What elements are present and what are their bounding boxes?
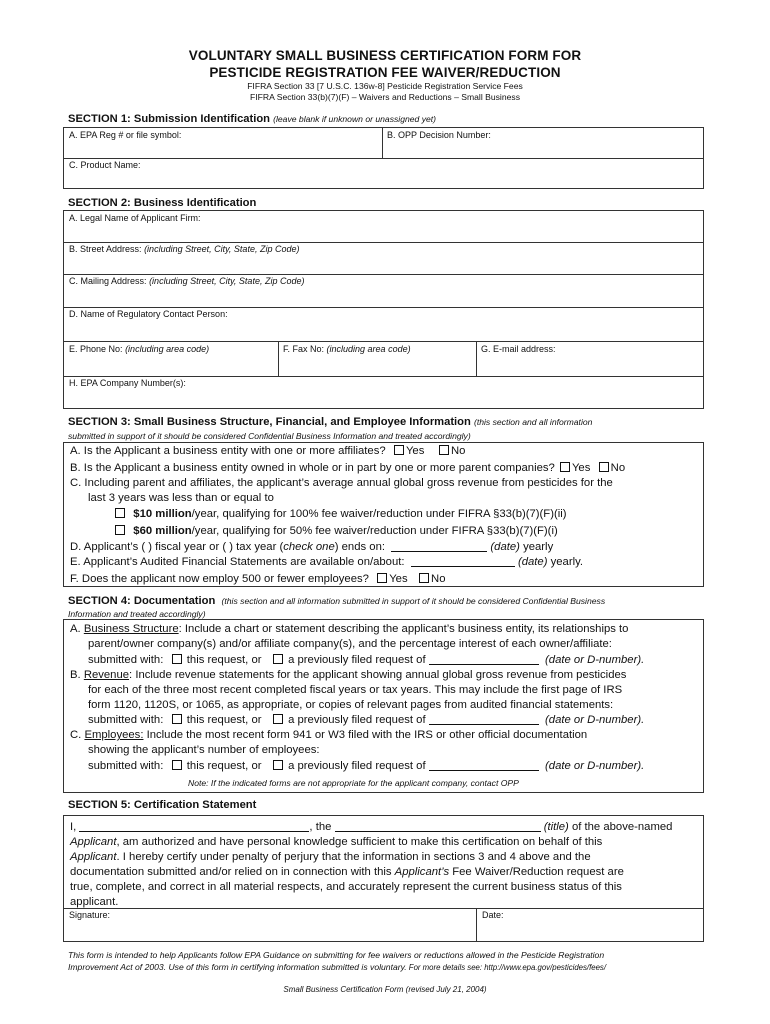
- year-end-date-field[interactable]: [391, 540, 487, 552]
- street-hint: (including Street, City, State, Zip Code): [144, 244, 300, 254]
- submitted-with-label: submitted with:: [88, 760, 164, 772]
- doc-b-line3: form 1120, 1120S, or 1065, as appropriate, or copies of relevant pages from audited financial statements:: [88, 699, 614, 711]
- epa-company-number-field[interactable]: H. EPA Company Number(s):: [69, 378, 186, 388]
- doc-c-label: Employees:: [84, 729, 144, 741]
- doc-b-line1: B. Revenue: Include revenue statements for the applicant showing annual global gross revenue from pesticides: [70, 669, 627, 681]
- doc-c-previous-field[interactable]: [429, 759, 539, 771]
- cert-title-label: (title): [543, 821, 569, 833]
- question-c-line2: last 3 years was less than or equal to: [88, 492, 274, 504]
- doc-c-line1: C. Employees: Include the most recent form 941 or W3 filed with the IRS or other official documentation: [70, 729, 588, 741]
- cert-line6: applicant.: [70, 896, 119, 908]
- divider: [64, 242, 703, 243]
- product-name-field[interactable]: C. Product Name:: [69, 160, 141, 170]
- form-subtitle-line1: FIFRA Section 33 [7 U.S.C. 136w-8] Pesticide Registration Service Fees: [247, 81, 523, 91]
- doc-a-this-request-checkbox[interactable]: [172, 654, 182, 664]
- street-label: B. Street Address:: [69, 244, 142, 254]
- doc-c-text: Include the most recent form 941 or W3 filed with the IRS or other official documentation: [143, 729, 588, 741]
- contact-person-field[interactable]: D. Name of Regulatory Contact Person:: [69, 309, 228, 319]
- cert-line4: [70, 865, 624, 879]
- divider: [64, 307, 703, 308]
- cert-applicant: Applicant: [70, 836, 117, 848]
- email-field[interactable]: G. E-mail address:: [481, 344, 556, 354]
- qa-yes-label: Yes: [405, 445, 425, 457]
- date-or-d-label: (date or D-number).: [545, 714, 645, 726]
- phone-label: E. Phone No:: [69, 344, 123, 354]
- form-subtitle-line2: FIFRA Section 33(b)(7)(F) – Waivers and Reductions – Small Business: [249, 92, 520, 102]
- doc-b-text: : Include revenue statements for the applicant showing annual global gross revenue from pesticides: [129, 669, 627, 681]
- question-b-text: B. Is the Applicant a business entity owned in whole or in part by one or more parent companies?: [70, 462, 555, 474]
- divider: [64, 158, 703, 159]
- option-10-million-checkbox[interactable]: [115, 508, 125, 518]
- doc-c-submitted: [88, 759, 644, 773]
- section5-title: SECTION 5: Certification Statement: [68, 799, 257, 811]
- signature-field[interactable]: Signature:: [69, 910, 111, 920]
- footer-line1: This form is intended to help Applicants follow EPA Guidance on submitting for fee waivers or reductions allowed in the Pesticide Registration: [68, 950, 605, 960]
- doc-b-this-request-checkbox[interactable]: [172, 714, 182, 724]
- cert-line2-text: , am authorized and have personal knowledge sufficient to make this certification on behalf of this: [116, 836, 603, 848]
- certifier-title-field[interactable]: [335, 820, 541, 832]
- doc-a-previous-field[interactable]: [429, 653, 539, 665]
- doc-c-this-request-checkbox[interactable]: [172, 760, 182, 770]
- option-10-million-text: /year, qualifying for 100% fee waiver/reduction under FIFRA §33(b)(7)(F)(ii): [191, 508, 567, 520]
- qb-yes-checkbox[interactable]: [560, 462, 570, 472]
- cert-line3-text: . I hereby certify under penalty of perjury that the information in sections 3 and 4 above and the: [116, 851, 591, 863]
- divider: [382, 128, 383, 158]
- option-10-million-amount: $10 million: [133, 508, 192, 520]
- cert-applicants: Applicant’s: [394, 866, 450, 878]
- question-b: [70, 461, 625, 475]
- date-field[interactable]: Date:: [482, 910, 504, 920]
- section1-box: [63, 127, 704, 189]
- option-10-million: [113, 507, 567, 521]
- revision-note: Small Business Certification Form (revised July 21, 2004): [283, 985, 487, 994]
- qf-no-label: No: [431, 573, 446, 585]
- audited-statements-date-field[interactable]: [411, 555, 515, 567]
- section1-note: (leave blank if unknown or unassigned yet): [273, 114, 437, 124]
- this-request-label: this request, or: [186, 654, 262, 666]
- question-d-mid: ) ends on:: [334, 541, 385, 553]
- qa-yes-checkbox[interactable]: [394, 445, 404, 455]
- divider: [476, 341, 477, 376]
- question-d-date: (date): [490, 541, 520, 553]
- cert-the: , the: [309, 821, 332, 833]
- question-f: [70, 572, 446, 586]
- section2-box: [63, 210, 704, 409]
- qf-yes-checkbox[interactable]: [377, 573, 387, 583]
- qb-no-checkbox[interactable]: [599, 462, 609, 472]
- cert-line5: true, complete, and correct in all material respects, and accurately represent the current business status of this: [70, 881, 622, 893]
- doc-a-label: Business Structure: [83, 623, 179, 635]
- fax-hint: (including area code): [326, 344, 411, 354]
- section1-heading: [68, 113, 436, 125]
- doc-b-previous-checkbox[interactable]: [273, 714, 283, 724]
- submitted-with-label: submitted with:: [88, 654, 164, 666]
- question-d-end: yearly: [523, 541, 554, 553]
- previously-label: a previously filed request of: [288, 654, 426, 666]
- opp-decision-field[interactable]: B. OPP Decision Number:: [387, 130, 491, 140]
- doc-a-text: : Include a chart or statement describing the applicant’s business entity, its relationships to: [178, 623, 629, 635]
- divider: [64, 341, 703, 342]
- doc-b-previous-field[interactable]: [429, 713, 539, 725]
- doc-c-line2: showing the applicant’s number of employees:: [88, 744, 320, 756]
- section3-heading: [68, 416, 592, 428]
- question-c-line1: C. Including parent and affiliates, the applicant’s average annual global gross revenue from pesticides for the: [70, 477, 613, 489]
- question-e-text: E. Applicant’s Audited Financial Statements are available on/about:: [70, 556, 405, 568]
- doc-a-line1: A. Business Structure: Include a chart or statement describing the applicant’s business entity, its relationships to: [70, 623, 629, 635]
- question-a-text: A. Is the Applicant a business entity with one or more affiliates?: [70, 445, 386, 457]
- fax-label: F. Fax No:: [283, 344, 325, 354]
- footer-link[interactable]: For more details see: http://www.epa.gov/pesticides/fees/: [406, 963, 606, 972]
- option-60-million-amount: $60 million: [133, 525, 192, 537]
- doc-a-submitted: [88, 653, 644, 667]
- section4-footnote: Note: If the indicated forms are not appropriate for the applicant company, contact OPP: [188, 778, 519, 788]
- form-title-line2: PESTICIDE REGISTRATION FEE WAIVER/REDUCTION: [209, 65, 561, 80]
- mailing-address-field[interactable]: [69, 276, 304, 286]
- cert-line1: [70, 820, 672, 834]
- epa-reg-field[interactable]: A. EPA Reg # or file symbol:: [69, 130, 182, 140]
- divider: [476, 908, 477, 941]
- option-60-million-text: /year, qualifying for 50% fee waiver/reduction under FIFRA §33(b)(7)(F)(i): [191, 525, 558, 537]
- this-request-label: this request, or: [186, 760, 262, 772]
- form-title-line1: VOLUNTARY SMALL BUSINESS CERTIFICATION FORM FOR: [188, 48, 582, 63]
- doc-b-label: Revenue: [83, 669, 130, 681]
- option-60-million-checkbox[interactable]: [115, 525, 125, 535]
- doc-a-previous-checkbox[interactable]: [273, 654, 283, 664]
- date-or-d-label: (date or D-number).: [545, 760, 645, 772]
- previously-label: a previously filed request of: [288, 714, 426, 726]
- mailing-label: C. Mailing Address:: [69, 276, 147, 286]
- footer-line2: [68, 962, 606, 972]
- section4-heading: [68, 595, 605, 607]
- question-e: [70, 555, 583, 569]
- question-e-end: yearly.: [550, 556, 584, 568]
- option-60-million: [113, 524, 558, 538]
- question-d-prefix: D. Applicant’s ( ) fiscal year or ( ) tax year (: [70, 541, 284, 553]
- doc-a-line2: parent/owner company(s) and/or affiliate company(s), and the percentage interest of each owner/affiliate:: [88, 638, 612, 650]
- question-d: [70, 540, 553, 554]
- divider: [64, 274, 703, 275]
- street-address-field[interactable]: [69, 244, 299, 254]
- previously-label: a previously filed request of: [288, 760, 426, 772]
- fax-field[interactable]: [283, 344, 411, 354]
- this-request-label: this request, or: [186, 714, 262, 726]
- cert-i: I,: [70, 821, 77, 833]
- phone-field[interactable]: [69, 344, 209, 354]
- divider: [278, 341, 279, 376]
- footer-line2a: Improvement Act of 2003. Use of this form in certifying information submitted is voluntary.: [68, 962, 407, 972]
- doc-b-line2: for each of the three most recent completed fiscal years or tax years. This may include the first page of IRS: [88, 684, 623, 696]
- divider: [64, 376, 703, 377]
- question-f-text: F. Does the applicant now employ 500 or fewer employees?: [70, 573, 369, 585]
- qb-yes-label: Yes: [571, 462, 591, 474]
- phone-hint: (including area code): [125, 344, 210, 354]
- cert-line2: [70, 835, 602, 849]
- section4-note-line2: Information and treated accordingly): [68, 609, 206, 619]
- section4-title: SECTION 4: Documentation: [68, 595, 216, 607]
- cert-line3: [70, 850, 591, 864]
- cert-line4-b: Fee Waiver/Reduction request are: [449, 866, 624, 878]
- qf-no-checkbox[interactable]: [419, 573, 429, 583]
- section4-note: (this section and all information submitted in support of it should be considered Confidential Business: [221, 596, 606, 606]
- qa-no-checkbox[interactable]: [439, 445, 449, 455]
- question-e-date: (date): [517, 556, 548, 568]
- qa-no-label: No: [450, 445, 466, 457]
- cert-end: of the above-named: [571, 821, 673, 833]
- section3-title: SECTION 3: Small Business Structure, Financial, and Employee Information: [68, 416, 471, 428]
- qf-yes-label: Yes: [389, 573, 408, 585]
- qb-no-label: No: [610, 462, 626, 474]
- doc-b-submitted: [88, 713, 644, 727]
- doc-c-previous-checkbox[interactable]: [273, 760, 283, 770]
- section1-title: SECTION 1: Submission Identification: [68, 113, 271, 125]
- section3-note-line2: submitted in support of it should be considered Confidential Business Information and treated accordingly): [68, 431, 471, 441]
- cert-line4-a: documentation submitted and/or relied on in connection with this: [70, 866, 395, 878]
- certifier-name-field[interactable]: [79, 820, 309, 832]
- divider: [64, 908, 703, 909]
- cert-applicant: Applicant: [70, 851, 117, 863]
- date-or-d-label: (date or D-number).: [545, 654, 645, 666]
- question-d-check: check one: [283, 541, 335, 553]
- section2-title: SECTION 2: Business Identification: [68, 197, 257, 209]
- question-a: [70, 444, 465, 458]
- mailing-hint: (including Street, City, State, Zip Code): [149, 276, 305, 286]
- submitted-with-label: submitted with:: [88, 714, 164, 726]
- legal-name-field[interactable]: A. Legal Name of Applicant Firm:: [69, 213, 201, 223]
- section3-note: (this section and all information: [473, 417, 593, 427]
